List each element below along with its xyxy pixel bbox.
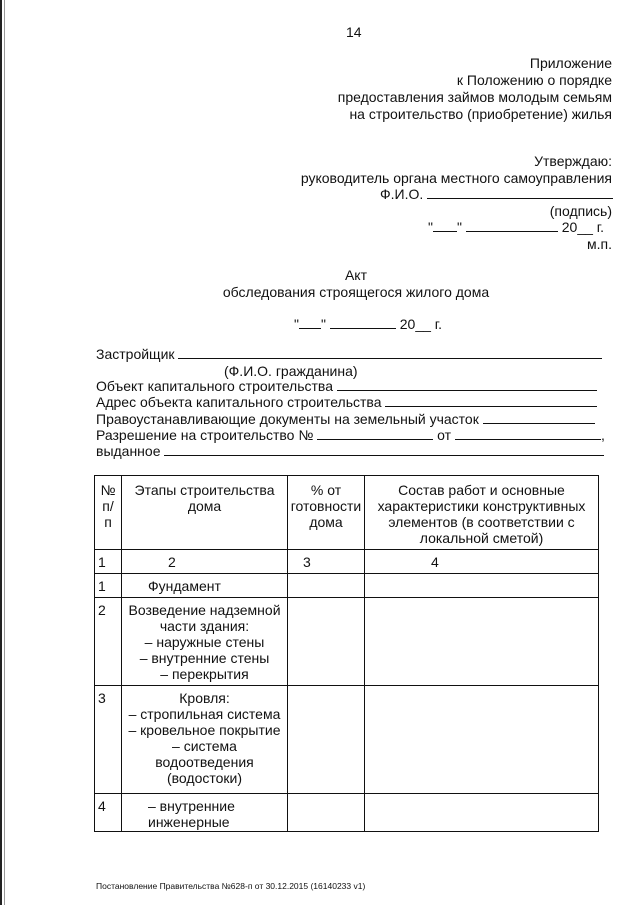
footer-note: Постановление Правительства №628-п от 30.12.2015 (16140233 v1)	[96, 881, 366, 891]
header-stages: Этапы строительства дома	[122, 476, 288, 550]
row-stage: Кровля: – стропильная система – кровельное покрытие – система водоотведения (водостоки)	[122, 686, 288, 794]
row-stage: – внутренние инженерные	[122, 794, 288, 832]
table-row	[95, 598, 599, 686]
object-label: Объект капитального строительства	[96, 378, 334, 394]
docs-label: Правоустанавливающие документы на земельный участок	[96, 411, 479, 427]
header-percent: % от готовности дома	[288, 476, 365, 550]
row-num: 3	[95, 686, 122, 794]
table-row	[95, 686, 599, 794]
object-row	[96, 378, 597, 394]
row-percent	[288, 598, 365, 686]
approve-day-blank	[433, 219, 457, 232]
row-stage: Фундамент	[122, 574, 288, 598]
table-header-row	[95, 476, 599, 550]
row-percent	[288, 794, 365, 832]
row-percent	[288, 686, 365, 794]
table-column-numbers-row	[95, 550, 599, 574]
developer-hint: (Ф.И.О. гражданина)	[224, 363, 358, 379]
col-number-3: 3	[288, 550, 365, 574]
act-year: 20__ г.	[399, 316, 443, 332]
approve-fio-line	[380, 186, 613, 202]
row-works	[365, 574, 599, 598]
row-num: 2	[95, 598, 122, 686]
table-row	[95, 574, 599, 598]
permit-from-label: от	[437, 427, 452, 443]
permit-number-blank	[317, 427, 433, 440]
developer-label: Застройщик	[96, 346, 175, 362]
act-month-blank	[330, 316, 396, 329]
act-date-line: " " 20__ г.	[294, 316, 443, 332]
act-day-blank	[299, 316, 321, 329]
address-row	[96, 394, 597, 410]
approve-date-line: " " 20__ г.	[428, 219, 605, 235]
row-works	[365, 686, 599, 794]
signature-hint: (подпись)	[549, 203, 612, 219]
appendix-line-1: Приложение	[529, 55, 612, 71]
developer-blank	[178, 346, 602, 359]
scan-edge	[0, 0, 2, 905]
col-number-2: 2	[122, 550, 288, 574]
approve-year: 20__ г.	[561, 219, 605, 235]
appendix-line-4: на строительство (приобретение) жилья	[349, 106, 612, 122]
header-works: Состав работ и основные характеристики конструктивных элементов (в соответствии с локальной сметой)	[365, 476, 599, 550]
row-num: 4	[95, 794, 122, 832]
docs-blank	[483, 411, 595, 424]
permit-label: Разрешение на строительство №	[96, 427, 314, 443]
developer-row	[96, 346, 602, 362]
construction-stages-table	[94, 475, 599, 832]
row-percent	[288, 574, 365, 598]
fio-blank	[427, 186, 613, 199]
issued-row	[96, 443, 604, 459]
address-blank	[385, 394, 597, 407]
approve-position: руководитель органа местного самоуправления	[300, 170, 612, 186]
issued-blank	[164, 443, 604, 456]
table-row	[95, 794, 599, 832]
col-number-1: 1	[95, 550, 122, 574]
docs-row	[96, 411, 595, 427]
col-number-4: 4	[365, 550, 599, 574]
permit-date-blank	[455, 427, 601, 440]
object-blank	[337, 378, 597, 391]
permit-row: Разрешение на строительство № от ,	[96, 427, 605, 443]
approve-fio-label: Ф.И.О.	[380, 186, 424, 202]
approve-label: Утверждаю:	[534, 153, 612, 169]
issued-label: выданное	[96, 443, 161, 459]
stamp-label: м.п.	[587, 236, 612, 252]
address-label: Адрес объекта капитального строительства	[96, 394, 382, 410]
approve-month-blank	[466, 219, 558, 232]
act-subtitle: обследования строящегося жилого дома	[222, 284, 490, 300]
row-works	[365, 794, 599, 832]
row-num: 1	[95, 574, 122, 598]
appendix-line-3: предоставления займов молодым семьям	[337, 89, 612, 105]
row-works	[365, 598, 599, 686]
row-stage: Возведение надземной части здания: – наружные стены – внутренние стены – перекрытия	[122, 598, 288, 686]
act-title: Акт	[344, 267, 368, 283]
header-num: № п/п	[95, 476, 122, 550]
appendix-line-2: к Положению о порядке	[456, 72, 612, 88]
page-number: 14	[346, 24, 362, 40]
scan-edge-shadow	[4, 0, 5, 905]
